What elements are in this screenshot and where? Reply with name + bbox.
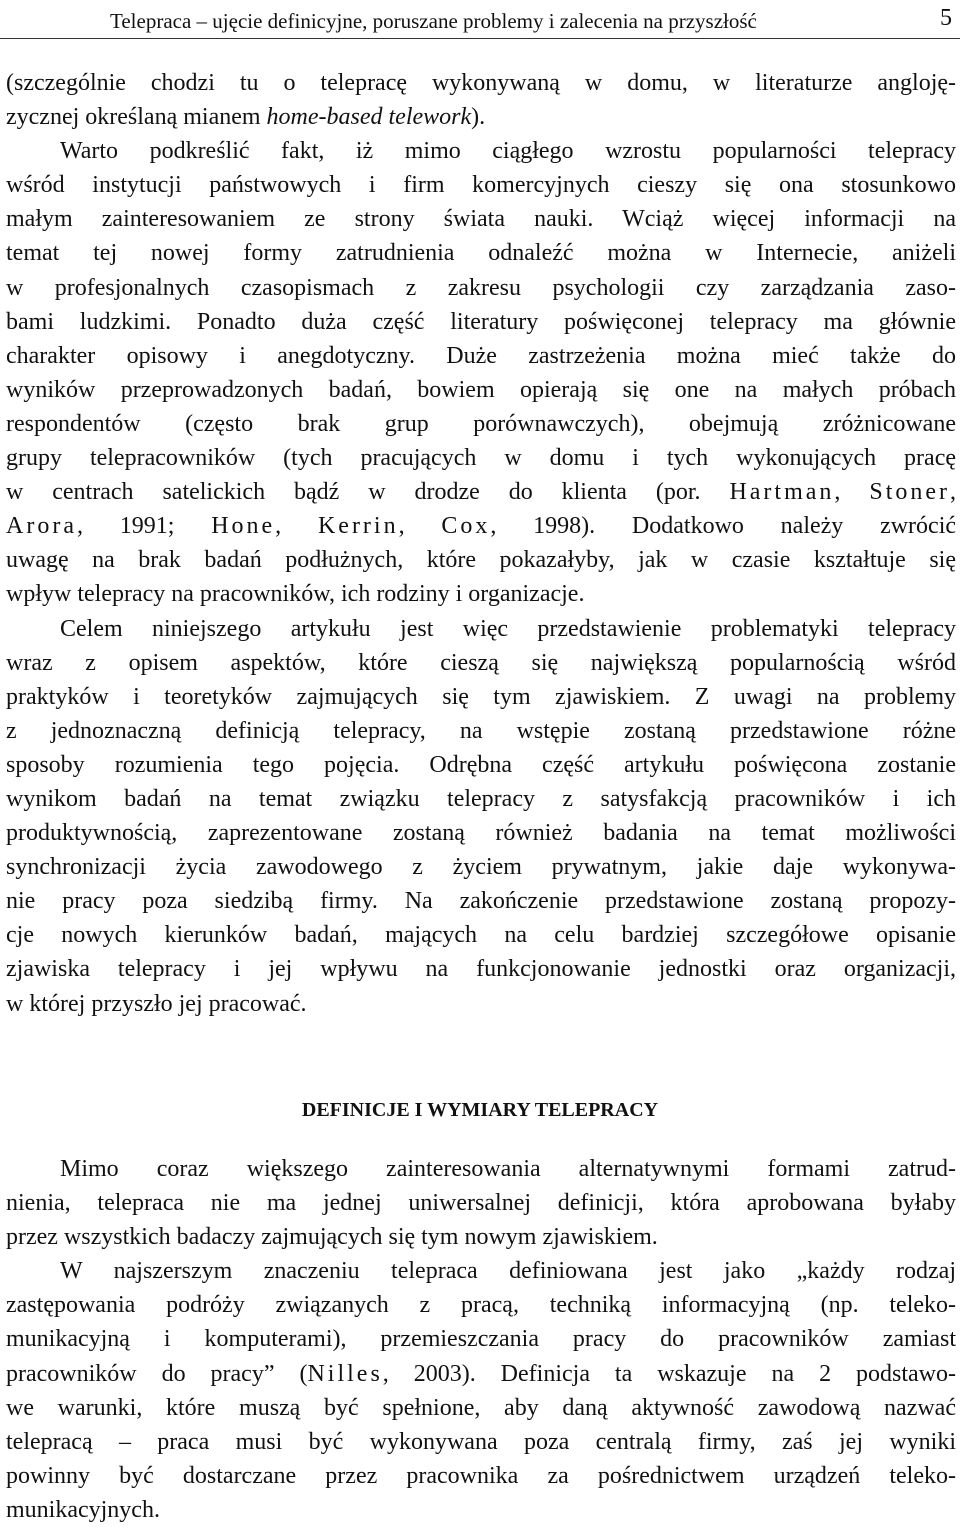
text-line: Celem niniejszego artykułu jest więc przedstawienie problematyki telepracy [60,615,956,642]
text-line [6,1357,956,1391]
text-line: respondentów (często brak grup porównawczych), obejmują zróżnicowane [6,410,956,437]
text-line: zastępowania podróży związanych z pracą, techniką informacyjną (np. teleko- [6,1292,956,1319]
text-line: w której przyszło jej pracować. [6,990,307,1017]
text-span: , [950,479,957,506]
text-line: grupy telepracowników (tych pracujących w domu i tych wykonujących pracę [6,445,956,472]
text-line: we warunki, które muszą być spełnione, aby daną aktywność zawodową nazwać [6,1394,956,1421]
paragraph [6,612,956,1021]
running-header [0,4,960,39]
page-number: 5 [940,5,952,31]
italic-term: home-based telework [266,104,472,131]
body-text-block-2 [6,1152,956,1527]
text-line: wyników przeprowadzonych badań, bowiem opierają się one na małych próbach [6,376,956,403]
paragraph [6,1254,956,1527]
paragraph [6,66,956,134]
text-line: charakter opisowy i anegdotyczny. Duże zastrzeżenia można mieć także do [6,342,956,369]
text-line: przez wszystkich badaczy zajmujących się tym nowym zjawiskiem. [6,1224,658,1251]
text-span: , [834,479,870,506]
text-line: munikacyjnych. [6,1496,160,1523]
text-span: w centrach satelickich bądź w drodze do klienta (por. [6,479,730,506]
cited-author: Kerrin [317,513,399,540]
text-line: wśród instytucji państwowych i firm komercyjnych cieszy się ona stosunkowo [6,172,956,199]
text-span: , 2003). Definicja ta wskazuje na 2 podstawo- [382,1360,957,1387]
text-line: z jednoznaczną definicją telepracy, na wstępie zostaną przedstawione różne [6,717,956,744]
paragraph [6,1152,956,1254]
text-line: wynikom badań na temat związku telepracy z satysfakcją pracowników i ich [6,785,956,812]
text-span: , 1991; [76,513,212,540]
text-line: (szczególnie chodzi tu o telepracę wykonywaną w domu, w literaturze angloję- [6,70,956,96]
text-line: synchronizacji życia zawodowego z życiem prywatnym, jakie daje wykonywa- [6,854,956,881]
text-line: munikacyjną i komputerami), przemieszczania pracy do pracowników zamiast [6,1326,956,1353]
text-line: zjawiska telepracy i jej wpływu na funkcjonowanie jednostki oraz organizacji, [6,956,956,983]
text-line: Mimo coraz większego zainteresowania alternatywnymi formami zatrud- [60,1156,956,1182]
text-span: , 1998). Dodatkowo należy zwrócić [490,513,957,540]
cited-author: Stoner [869,479,951,506]
body-text-block-1 [6,66,956,1021]
text-line: sposoby rozumienia tego pojęcia. Odrębna część artykułu poświęcona zostanie [6,751,956,778]
text-line: powinny być dostarczane przez pracownika za pośrednictwem urządzeń teleko- [6,1462,956,1489]
text-line [6,509,956,543]
cited-author: Cox [441,513,491,540]
text-line: nienia, telepraca nie ma jednej uniwersalnej definicji, która aprobowana byłaby [6,1190,956,1217]
text-line: małym zainteresowaniem ze strony świata nauki. Wciąż więcej informacji na [6,206,956,233]
running-title: Telepraca – ujęcie definicyjne, poruszane problemy i zalecenia na przyszłość [110,9,757,33]
text-span: , [275,513,318,540]
text-line: temat tej nowej formy zatrudnienia odnaleźć można w Internecie, aniżeli [6,240,956,267]
text-span: zycznej określaną mianem [6,104,267,131]
text-line: w profesjonalnych czasopismach z zakresu psychologii czy zarządzania zaso- [6,274,956,301]
cited-author: Arora [6,513,77,540]
section-heading: DEFINICJE I WYMIARY TELEPRACY [301,1098,659,1121]
text-line [6,100,956,134]
paragraph [6,134,956,611]
text-line: wraz z opisem aspektów, które cieszą się największą popularnością wśród [6,649,956,676]
cited-author: Nilles [307,1360,383,1387]
text-line: bami ludzkimi. Ponadto duża część literatury poświęconej telepracy ma głównie [6,308,956,335]
text-line: wpływ telepracy na pracowników, ich rodziny i organizacje. [6,581,585,608]
text-line: telepracą – praca musi być wykonywana poza centralą firmy, zaś jej wyniki [6,1428,956,1455]
cited-author: Hartman [729,479,835,506]
text-line: W najszerszym znaczeniu telepraca definiowana jest jako „każdy rodzaj [60,1258,956,1285]
text-line: praktyków i teoretyków zajmujących się tym zjawiskiem. Z uwagi na problemy [6,683,956,710]
text-span: ). [471,104,486,131]
text-line: produktywnością, zaprezentowane zostaną również badania na temat możliwości [6,820,956,847]
text-line [6,475,956,509]
text-span: , [398,513,442,540]
cited-author: Hone [211,513,276,540]
text-line: cje nowych kierunków badań, mających na celu bardziej szczegółowe opisanie [6,922,956,949]
text-line: nie pracy poza siedzibą firmy. Na zakończenie przedstawione zostaną propozy- [6,888,956,915]
text-line: Warto podkreślić fakt, iż mimo ciągłego wzrostu popularności telepracy [60,138,956,165]
text-span: pracowników do pracy” ( [6,1360,308,1387]
text-line: uwagę na brak badań podłużnych, które pokazałyby, jak w czasie kształtuje się [6,547,956,574]
